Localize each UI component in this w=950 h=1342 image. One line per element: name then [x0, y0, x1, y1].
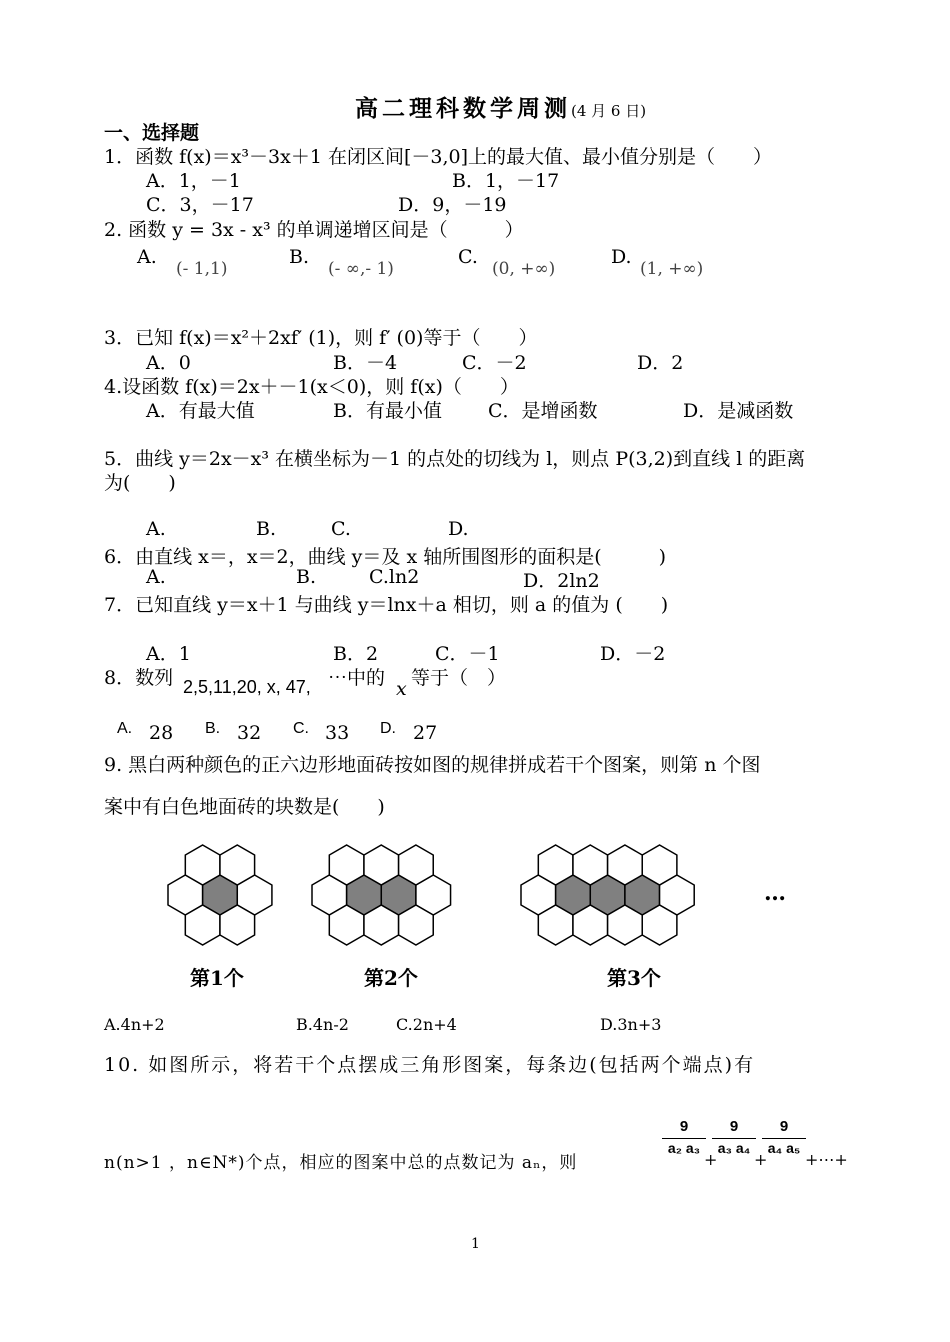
q1-option-a: A．1，－1	[146, 170, 241, 192]
fraction-numerator: 9	[729, 1118, 739, 1135]
q4-stem: 4.设函数 f(x)＝2x＋－1(x＜0)，则 f(x)（ ）	[104, 376, 519, 398]
page-title	[355, 90, 646, 123]
page-number: 1	[471, 1236, 480, 1252]
q3-option-d: D．2	[637, 352, 684, 374]
q8-option-d-label: D.	[380, 720, 396, 737]
title-main: 高二理科数学周测	[355, 96, 571, 122]
q5-option-a: A.	[146, 518, 166, 540]
q2-option-c-label: C.	[458, 246, 478, 268]
q10-stem-line2: n(n>1 ，n∈N*)个点，相应的图案中总的点数记为 aₙ，则	[104, 1153, 578, 1173]
q5-option-b: B.	[256, 518, 277, 540]
q2-stem: 2. 函数 y = 3x - x³ 的单调递增区间是（ ）	[104, 219, 524, 241]
hexagon-tiling-figure	[150, 835, 800, 955]
q8-option-b-label: B.	[205, 720, 221, 737]
q5-stem-line2: 为( )	[104, 472, 176, 494]
q2-option-a-label: A.	[137, 246, 157, 268]
q5-stem-line1: 5．曲线 y＝2x－x³ 在横坐标为－1 的点处的切线为 l，则点 P(3,2)到直线 l 的距离	[104, 448, 806, 470]
q10-fraction-2	[712, 1118, 756, 1156]
q9-stem-line1: 9. 黑白两种颜色的正六边形地面砖按如图的规律拼成若干个图案，则第 n 个图	[104, 754, 761, 776]
q5-option-c: C.	[331, 518, 351, 540]
q3-stem: 3．已知 f(x)＝x²＋2xf′ (1)，则 f′ (0)等于（ ）	[104, 327, 538, 349]
q8-sequence: 2,5,11,20, x, 47,	[183, 677, 311, 697]
fraction-denominator: a₄ a₅	[767, 1140, 801, 1156]
fraction-bar	[662, 1138, 706, 1139]
q9-stem-line2: 案中有白色地面砖的块数是( )	[104, 796, 385, 818]
q10-fraction-3	[762, 1118, 806, 1156]
figure-ellipsis: …	[764, 880, 786, 906]
q9-option-d: D.3n+3	[600, 1015, 662, 1034]
q6-option-c: C.ln2	[369, 566, 420, 588]
q4-option-d: D．是减函数	[683, 400, 794, 422]
section-heading: 一、选择题	[104, 122, 200, 144]
q9-option-a: A.4n+2	[104, 1015, 165, 1034]
q8-option-c: 33	[325, 722, 350, 744]
q5-option-d: D.	[448, 518, 469, 540]
q8-option-a-label: A.	[117, 720, 133, 737]
q1-option-d: D．9，－19	[398, 194, 507, 216]
q7-stem: 7．已知直线 y＝x＋1 与曲线 y＝lnx＋a 相切，则 a 的值为 ( )	[104, 594, 669, 616]
trailing-ellipsis: +⋯+	[805, 1150, 848, 1169]
q10-fraction-1	[662, 1118, 706, 1156]
q8-variable: x	[396, 678, 407, 700]
fraction-numerator: 9	[679, 1118, 689, 1135]
q2-option-d-label: D.	[611, 246, 632, 268]
fraction-bar	[762, 1138, 806, 1139]
q6-stem: 6．由直线 x＝，x＝2，曲线 y＝及 x 轴所围图形的面积是( )	[104, 546, 667, 568]
q8-prefix: 8．数列	[104, 667, 174, 689]
q8-suffix: 等于（ ）	[411, 667, 507, 689]
q7-option-a: A．1	[146, 643, 191, 665]
q6-option-a: A.	[146, 566, 166, 588]
fraction-denominator: a₂ a₃	[667, 1140, 701, 1156]
q8-option-a: 28	[149, 722, 174, 744]
fraction-denominator: a₃ a₄	[717, 1140, 751, 1156]
fraction-bar	[712, 1138, 756, 1139]
q2-option-a: (- 1,1)	[176, 259, 228, 279]
q9-option-c: C.2n+4	[396, 1015, 457, 1034]
q7-option-d: D．－2	[600, 643, 666, 665]
plus-sign: +	[704, 1150, 718, 1169]
q9-option-b: B.4n-2	[296, 1015, 349, 1034]
figure-caption-2: 第2个	[364, 966, 418, 990]
q8-option-b: 32	[237, 722, 262, 744]
figure-caption-1: 第1个	[190, 966, 244, 990]
q7-option-b: B．2	[333, 643, 379, 665]
q8-option-c-label: C.	[293, 720, 309, 737]
q3-option-a: A．0	[146, 352, 191, 374]
q10-stem-line1: 10. 如图所示，将若干个点摆成三角形图案，每条边(包括两个端点)有	[104, 1054, 756, 1076]
q3-option-b: B．－4	[333, 352, 398, 374]
title-date: (4 月 6 日)	[571, 102, 647, 120]
q2-option-b-label: B.	[289, 246, 310, 268]
q1-stem: 1．函数 f(x)＝x³－3x＋1 在闭区间[－3,0]上的最大值、最小值分别是（ ）	[104, 146, 773, 168]
fraction-numerator: 9	[779, 1118, 789, 1135]
q8-option-d: 27	[413, 722, 438, 744]
q4-option-a: A．有最大值	[146, 400, 255, 422]
q4-option-b: B．有最小值	[333, 400, 442, 422]
q3-option-c: C．－2	[462, 352, 527, 374]
q8-middle: ⋯中的	[328, 667, 386, 689]
q6-option-d: D．2ln2	[523, 570, 600, 592]
q2-option-d: (1, +∞)	[640, 259, 704, 279]
q4-option-c: C．是增函数	[488, 400, 598, 422]
plus-sign: +	[754, 1150, 768, 1169]
q7-option-c: C．－1	[435, 643, 500, 665]
q6-option-b: B.	[296, 566, 317, 588]
q1-option-c: C．3，－17	[146, 194, 254, 216]
q2-option-b: (- ∞,- 1)	[328, 259, 394, 279]
q2-option-c: (0, +∞)	[492, 259, 556, 279]
figure-caption-3: 第3个	[607, 966, 661, 990]
q1-option-b: B．1，－17	[452, 170, 560, 192]
